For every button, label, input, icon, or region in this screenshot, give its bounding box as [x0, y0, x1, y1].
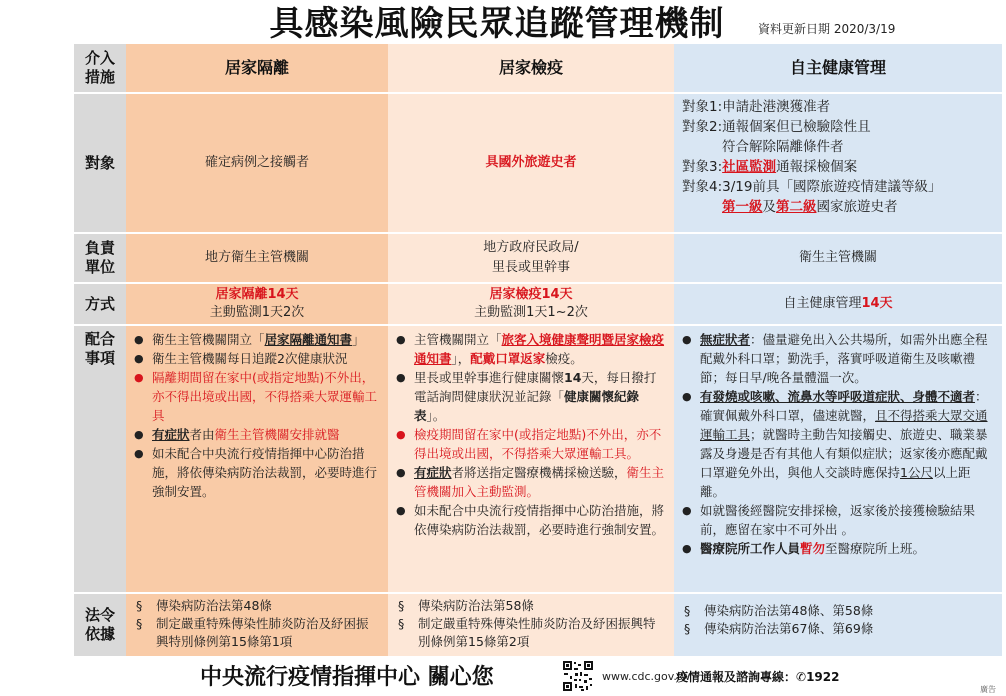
list-item: ● 如未配合中央流行疫情指揮中心防治措施，將依傳染病防治法裁罰，必要時進行強制安置。 [134, 444, 380, 501]
col-head-home-isolation: 居家隔離 [126, 44, 388, 94]
list-item: ● 隔離期間留在家中(或指定地點)不外出，亦不得出境或出國，不得搭乘大眾運輸工具 [134, 368, 380, 425]
coop-c1 [126, 326, 388, 594]
method-c3: 自主健康管理14天 [674, 284, 1002, 326]
law-c3 [674, 594, 1002, 658]
law-c2 [388, 594, 674, 658]
website-url: www.cdc.gov.tw [602, 670, 691, 683]
list-item: ● 主管機關開立「旅客入境健康聲明暨居家檢疫通知書」，配戴口罩返家檢疫。 [396, 330, 666, 368]
list-item: ● 檢疫期間留在家中(或指定地點)不外出，亦不得出境或出國，不得搭乘大眾運輸工具。 [396, 425, 666, 463]
list-item: § 傳染病防治法第48條、第58條 [682, 602, 994, 620]
row-label-method: 方式 [74, 284, 126, 326]
list-item: ● 有發燒或咳嗽、流鼻水等呼吸道症狀、身體不適者：確實佩戴外科口罩，儘速就醫，且不得搭乘大眾交通運輸工具；就醫時主動告知接觸史、旅遊史、職業暴露及身邊是否有其他人有類似症狀；返家後亦應配戴口罩避免外出，與他人交談時應保持1公尺以上距離。 [682, 387, 994, 501]
list-item: ● 無症狀者：儘量避免出入公共場所，如需外出應全程配戴外科口罩；勤洗手，落實呼吸道衛生及咳嗽禮節；每日早/晚各量體溫一次。 [682, 330, 994, 387]
list-item: § 傳染病防治法第67條、第69條 [682, 620, 994, 638]
list-item: ● 有症狀者由衛生主管機關安排就醫 [134, 425, 380, 444]
policy-table [74, 44, 1002, 658]
method-c2: 居家檢疫14天 主動監測1天1~2次 [388, 284, 674, 326]
list-item: § 制定嚴重特殊傳染性肺炎防治及紓困振興特別條例第15條第2項 [396, 615, 666, 651]
row-label-target: 對象 [74, 94, 126, 234]
ad-label: 廣告 [980, 685, 996, 694]
hotline: 疫情通報及諮詢專線：✆1922 [676, 670, 840, 684]
row-label-law: 法令 依據 [74, 594, 126, 658]
footer-slogan: 中央流行疫情指揮中心 關心您 [200, 665, 494, 690]
unit-c1: 地方衛生主管機關 [126, 234, 388, 284]
list-item: ● 如就醫後經醫院安排採檢，返家後於接獲檢驗結果前，應留在家中不可外出 。 [682, 501, 994, 539]
list-item: ● 衛生主管機關每日追蹤2次健康狀況 [134, 349, 380, 368]
coop-c2 [388, 326, 674, 594]
list-item: § 傳染病防治法第58條 [396, 597, 666, 615]
row-label-measure: 介入 措施 [74, 44, 126, 94]
method-c1: 居家隔離14天 主動監測1天2次 [126, 284, 388, 326]
qr-code-icon [562, 660, 594, 692]
target-c1: 確定病例之接觸者 [126, 94, 388, 234]
list-item: ● 醫療院所工作人員暫勿至醫療院所上班。 [682, 539, 994, 558]
law-c1 [126, 594, 388, 658]
unit-c2: 地方政府民政局/ 里長或里幹事 [388, 234, 674, 284]
page-title: 具感染風險民眾追蹤管理機制 [269, 4, 725, 44]
target-c3: 對象1:申請赴港澳獲准者 對象2:通報個案但已檢驗陰性且 符合解除隔離條件者 對象3:社區監測通報採檢個案 對象4:3/19前具「國際旅遊疫情建議等級」 第一級及第二級國家旅遊史者 [674, 94, 1002, 234]
list-item: ● 里長或里幹事進行健康關懷14天，每日撥打電話詢問健康狀況並記錄「健康關懷紀錄表」。 [396, 368, 666, 425]
row-label-coop: 配合 事項 [74, 326, 126, 594]
list-item: ● 衛生主管機關開立「居家隔離通知書」 [134, 330, 380, 349]
list-item: § 制定嚴重特殊傳染性肺炎防治及紓困振興特別條例第15條第1項 [134, 615, 380, 651]
col-head-home-quarantine: 居家檢疫 [388, 44, 674, 94]
list-item: ● 有症狀者將送指定醫療機構採檢送驗，衛生主管機關加入主動監測。 [396, 463, 666, 501]
unit-c3: 衛生主管機關 [674, 234, 1002, 284]
list-item: ● 如未配合中央流行疫情指揮中心防治措施，將依傳染病防治法裁罰，必要時進行強制安置。 [396, 501, 666, 539]
coop-c3 [674, 326, 1002, 594]
col-head-self-health: 自主健康管理 [674, 44, 1002, 94]
phone-icon: ✆ [796, 670, 807, 684]
target-c2: 具國外旅遊史者 [388, 94, 674, 234]
update-date: 資料更新日期 2020/3/19 [758, 22, 896, 36]
row-label-unit: 負責 單位 [74, 234, 126, 284]
list-item: § 傳染病防治法第48條 [134, 597, 380, 615]
